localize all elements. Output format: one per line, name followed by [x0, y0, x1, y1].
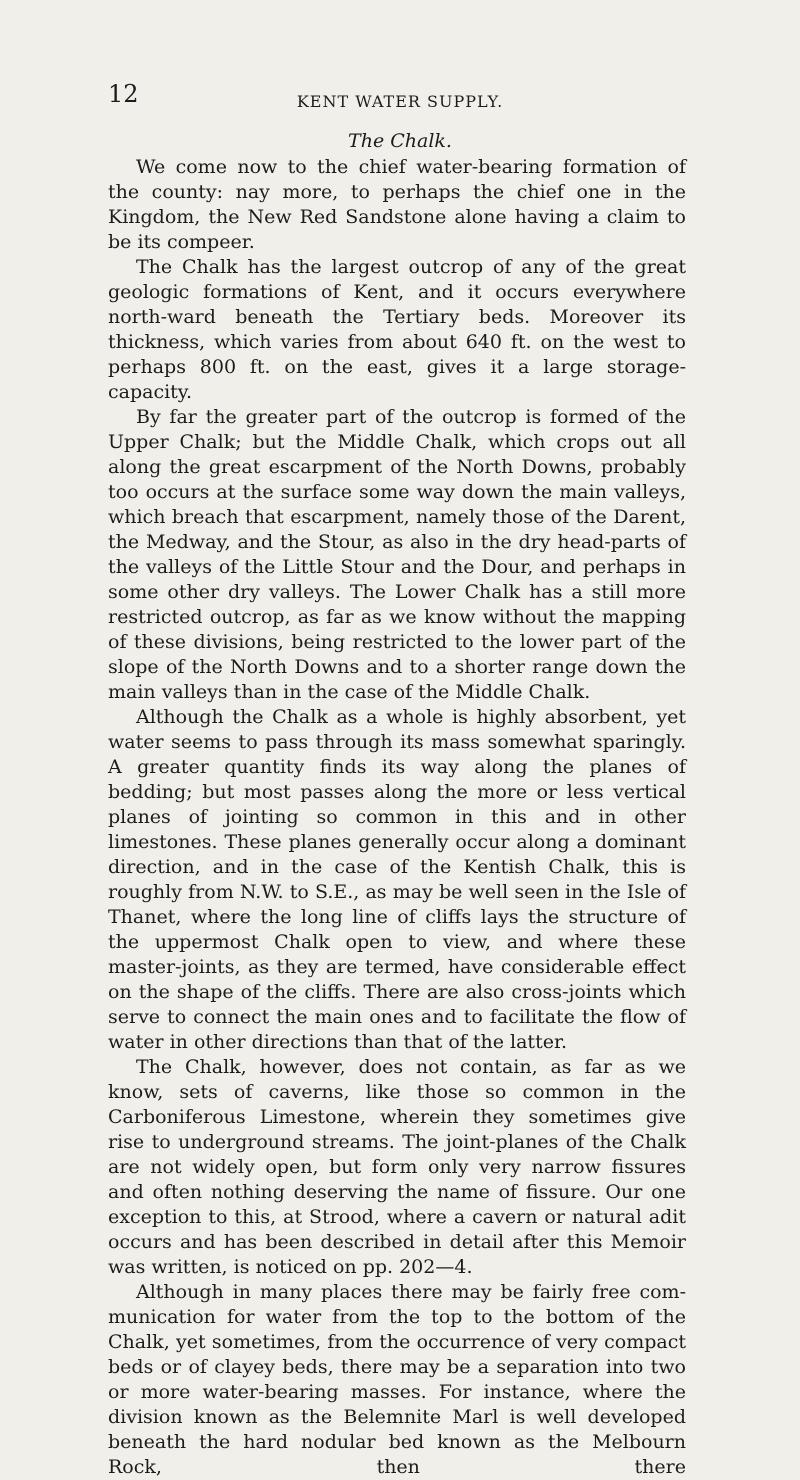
page-number: 12 — [108, 80, 139, 108]
body-text — [108, 155, 686, 1480]
running-head: KENT WATER SUPPLY. — [296, 92, 504, 111]
paragraph: Although the Chalk as a whole is highly absorbent, yet water seems to pass through its mass somewhat sparingly. A greater quantity finds its way along the planes of bedding; but most passes along the more or less vertical planes of jointing so common in this and in other limestones. These planes generally occur along a dominant direction, and in the case of the Kentish Chalk, this is roughly from N.W. to S.E., as may be well seen in the Isle of Thanet, where the long line of cliffs lays the structure of the uppermost Chalk open to view, and where these master-joints, as they are termed, have considerable effect on the shape of the cliffs. There are also cross-joints which serve to connect the main ones and to facilitate the flow of water in other directions than that of the latter. — [108, 706, 686, 1053]
paragraph: The Chalk has the largest outcrop of any of the great geologic formations of Kent, and it occurs everywhere north-ward beneath the Tertiary beds. Moreover its thickness, which varies from about 640 ft. on the west to perhaps 800 ft. on the east, gives it a large storage-capacity. — [108, 256, 686, 403]
paragraph: We come now to the chief water-bearing formation of the county: nay more, to perhaps the chief one in the Kingdom, the New Red Sandstone alone having a claim to be its compeer. — [108, 156, 686, 253]
paragraph: The Chalk, however, does not contain, as far as we know, sets of caverns, like those so common in the Carboniferous Limestone, wherein they sometimes give rise to underground streams. The joint-planes of the Chalk are not widely open, but form only very narrow fissures and often nothing deserving the name of fissure. Our one exception to this, at Strood, where a cavern or natural adit occurs and has been described in detail after this Memoir was written, is noticed on pp. 202—4. — [108, 1056, 686, 1278]
section-title: The Chalk. — [348, 130, 452, 152]
paragraph: Although in many places there may be fairly free com-munication for water from the top to the bottom of the Chalk, yet sometimes, from the occurrence of very compact beds or of clayey beds, there may be a separation into two or more water-bearing masses. For instance, where the division known as the Belemnite Marl is well developed beneath the hard nodular bed known as the Melbourn Rock, then there — [108, 1281, 686, 1478]
paragraph: By far the greater part of the outcrop is formed of the Upper Chalk; but the Middle Chalk, which crops out all along the great escarpment of the North Downs, probably too occurs at the surface some way down the main valleys, which breach that escarpment, namely those of the Darent, the Medway, and the Stour, as also in the dry head-parts of the valleys of the Little Stour and the Dour, and perhaps in some other dry valleys. The Lower Chalk has a still more restricted outcrop, as far as we know without the mapping of these divisions, being restricted to the lower part of the slope of the North Downs and to a shorter range down the main valleys than in the case of the Middle Chalk. — [108, 406, 686, 703]
